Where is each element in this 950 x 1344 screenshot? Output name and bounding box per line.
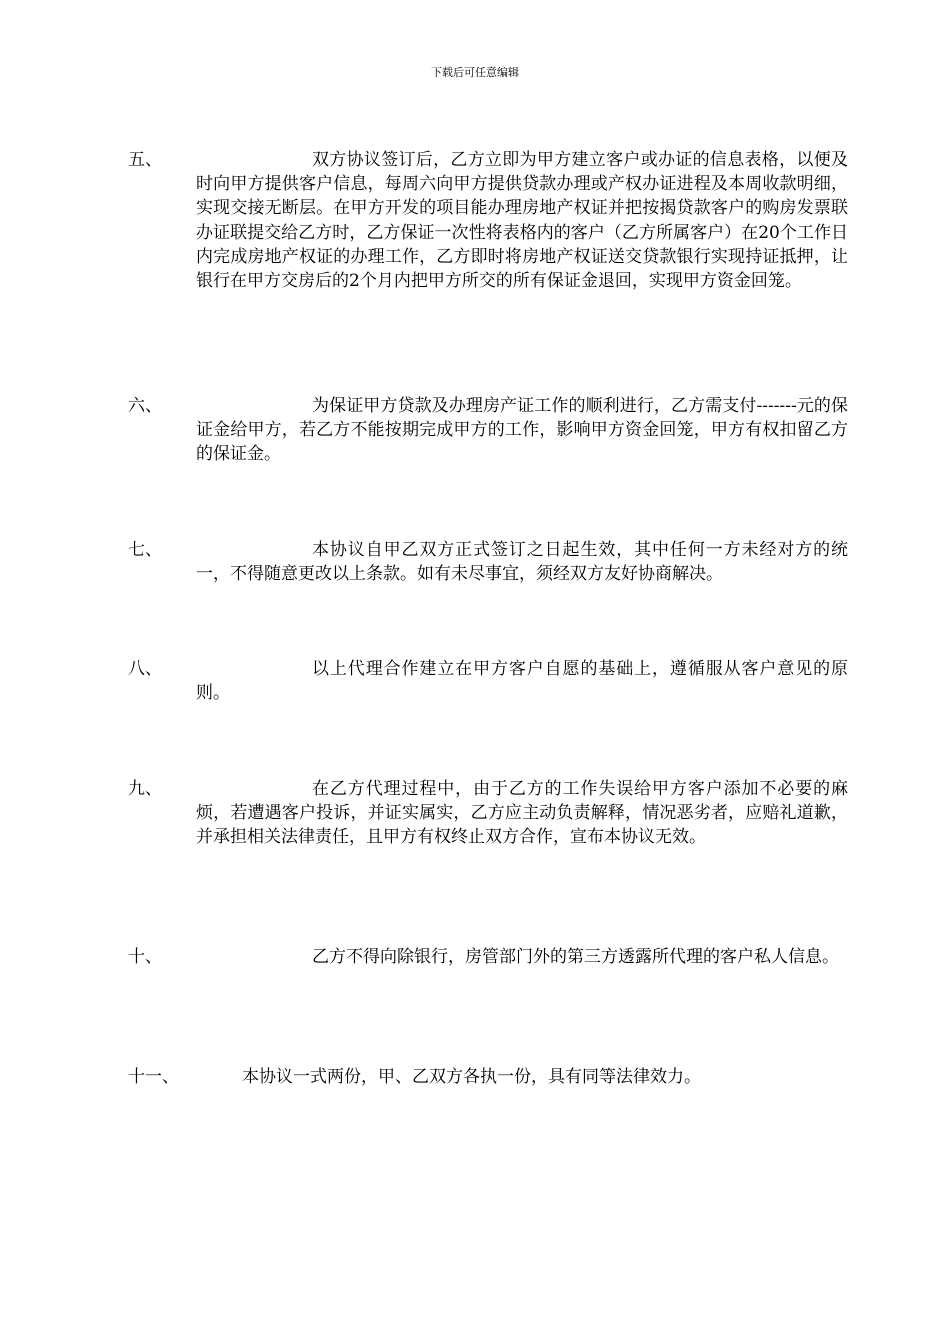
clause-number: 九、 (128, 779, 162, 799)
clause-text: 本协议自甲乙双方正式签订之日起生效，其中任何一方未经对方的统一，不得随意更改以上条款。如有未尽事宜，须经双方友好协商解决。 (196, 540, 848, 585)
clause-number: 八、 (128, 659, 162, 679)
clause-number: 七、 (128, 540, 162, 560)
clause-text: 为保证甲方贷款及办理房产证工作的顺利进行，乙方需支付-------元的保证金给甲方，若乙方不能按期完成甲方的工作，影响甲方资金回笼，甲方有权扣留乙方的保证金。 (196, 396, 848, 465)
clause-text: 本协议一式两份，甲、乙双方各执一份，具有同等法律效力。 (242, 1067, 701, 1087)
clause-number: 五、 (128, 150, 162, 170)
clause-text: 以上代理合作建立在甲方客户自愿的基础上，遵循服从客户意见的原则。 (196, 659, 848, 704)
clause-text: 在乙方代理过程中，由于乙方的工作失误给甲方客户添加不必要的麻烦，若遭遇客户投诉，并证实属实，乙方应主动负责解释，情况恶劣者，应赔礼道歉，并承担相关法律责任，且甲方有权终止双方合作，宣布本协议无效。 (196, 779, 848, 848)
clause-text: 乙方不得向除银行，房管部门外的第三方透露所代理的客户私人信息。 (312, 947, 839, 967)
clause-number: 六、 (128, 396, 162, 416)
clause-number: 十一、 (128, 1067, 179, 1087)
clause-text: 双方协议签订后，乙方立即为甲方建立客户或办证的信息表格，以便及时向甲方提供客户信息，每周六向甲方提供贷款办理或产权办证进程及本周收款明细，实现交接无断层。在甲方开发的项目能办理房地产权证并把按揭贷款客户的购房发票联办证联提交给乙方时，乙方保证一次性将表格内的客户（乙方所属客户）在20个工作日内完成房地产权证的办理工作，乙方即时将房地产权证送交贷款银行实现持证抵押，让银行在甲方交房后的2个月内把甲方所交的所有保证金退回，实现甲方资金回笼。 (196, 150, 848, 292)
clause-number: 十、 (128, 947, 162, 967)
page-header-note: 下载后可任意编辑 (431, 66, 519, 79)
